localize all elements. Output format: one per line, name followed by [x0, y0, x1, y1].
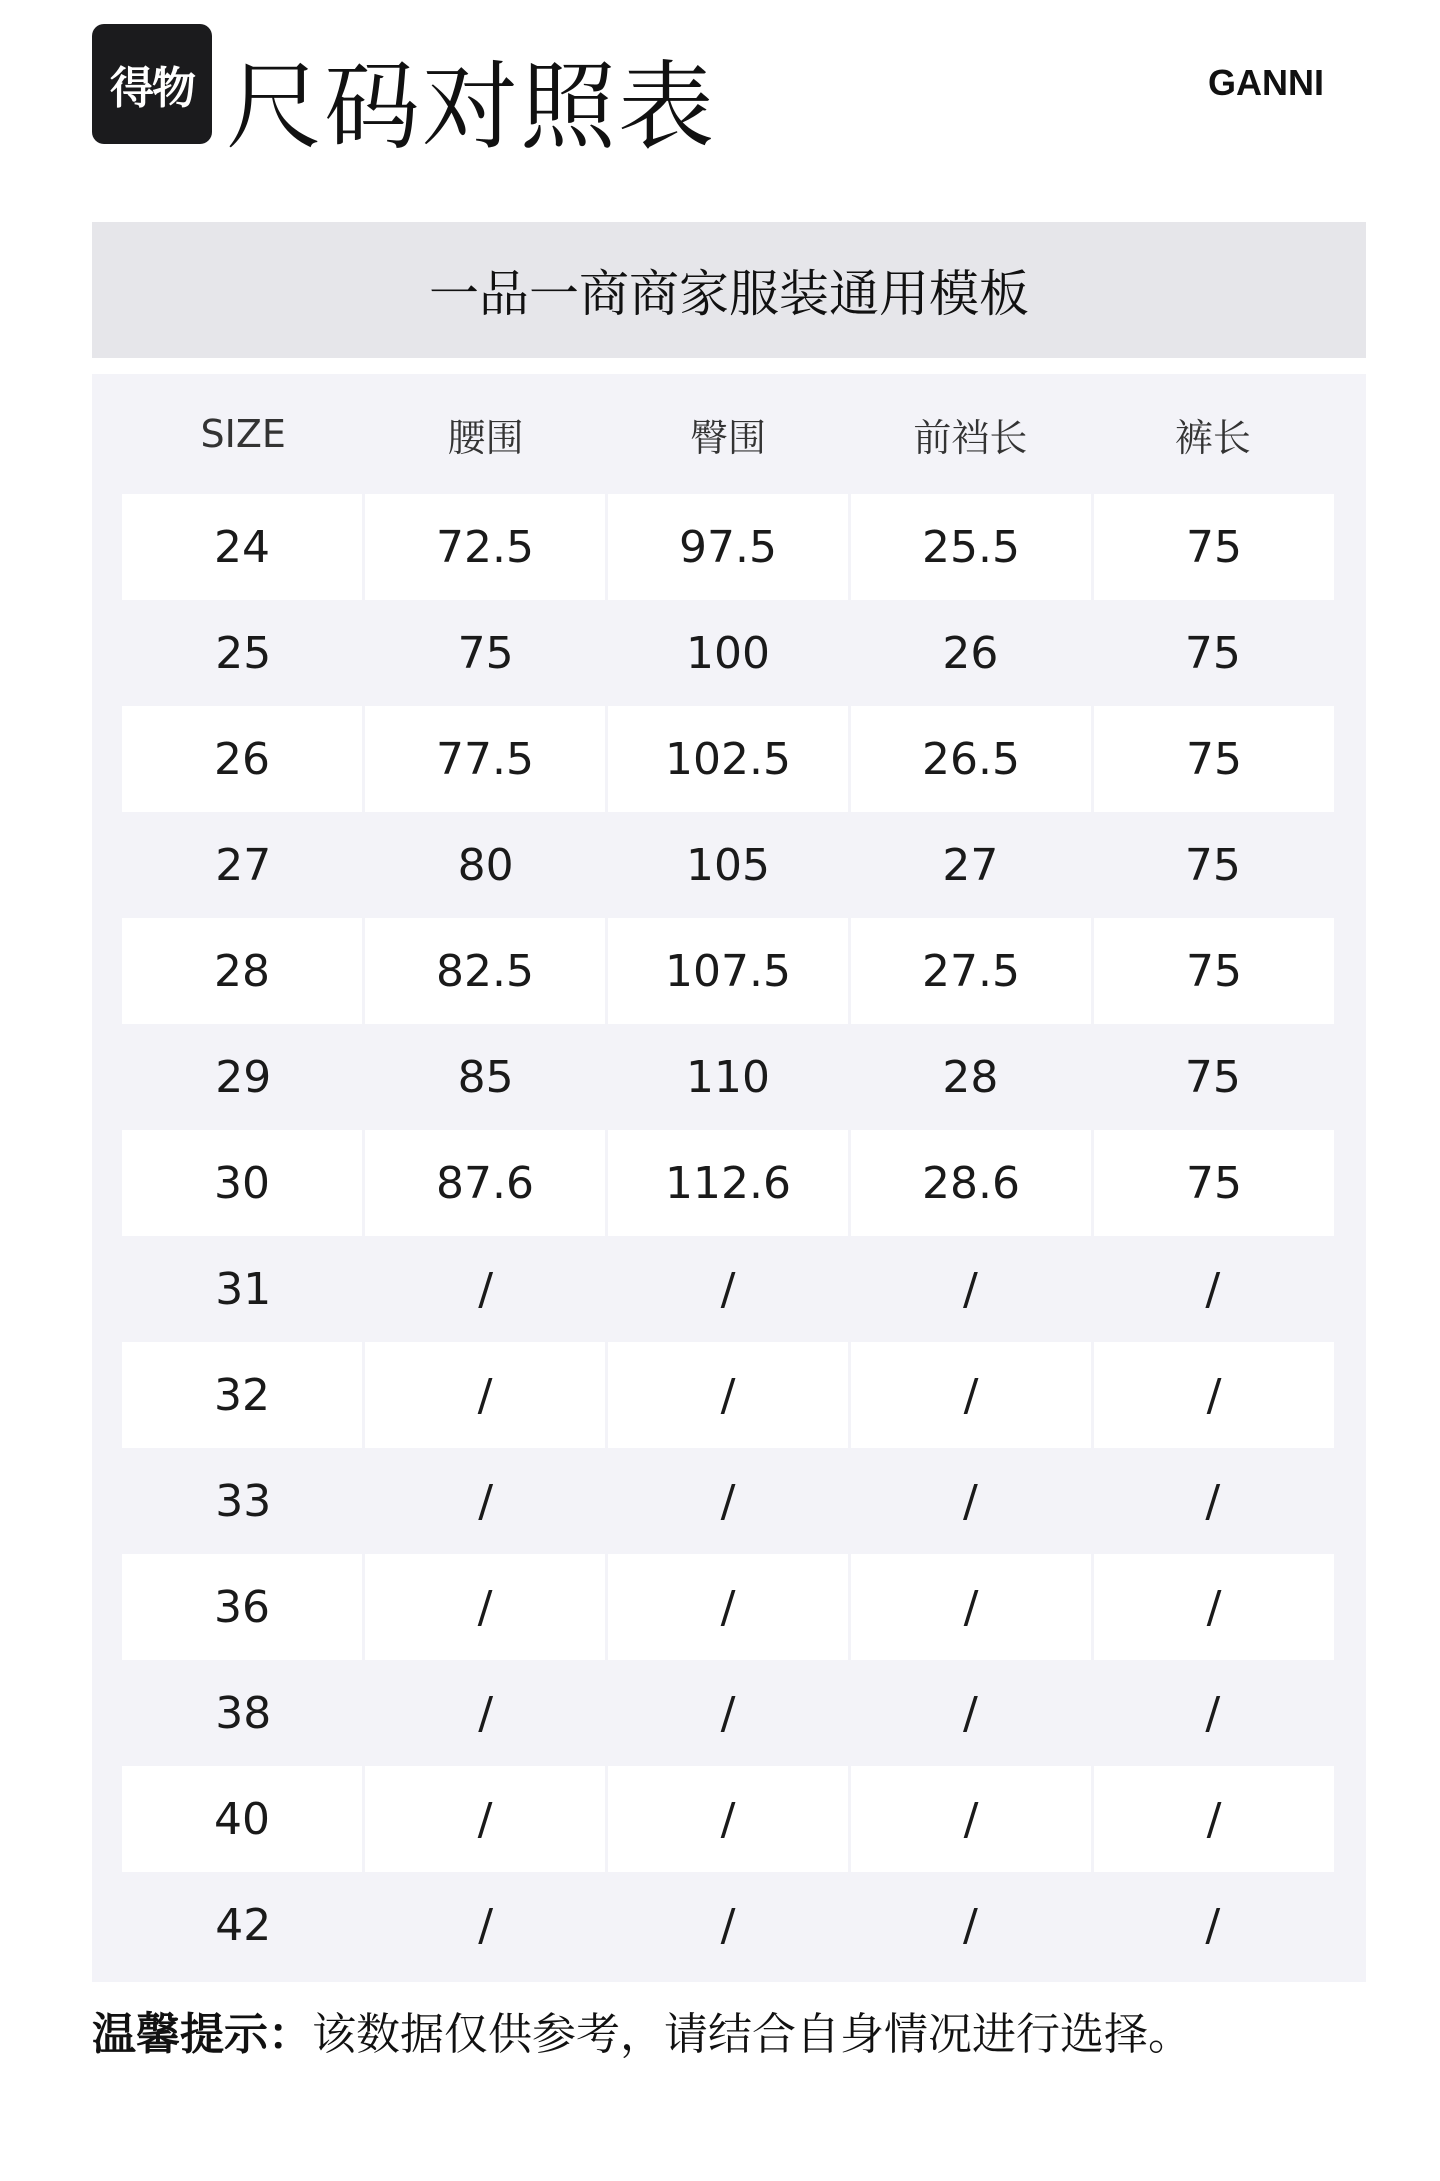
table-cell: 28 — [942, 1051, 999, 1103]
table-cell: / — [365, 1554, 608, 1660]
table-cell: 75 — [1094, 1130, 1334, 1236]
table-cell: / — [608, 1554, 851, 1660]
table-cell: 105 — [686, 839, 770, 891]
table-cell: / — [720, 1899, 736, 1951]
table-cell: / — [851, 1554, 1094, 1660]
table-cell: 26 — [942, 627, 999, 679]
table-cell: 27 — [942, 839, 999, 891]
brand-name: GANNI — [1208, 62, 1324, 103]
table-row — [122, 1236, 1334, 1342]
table-row — [122, 812, 1334, 918]
table-cell: 25.5 — [851, 494, 1094, 600]
table-row — [122, 1554, 1334, 1660]
table-cell: 29 — [215, 1051, 272, 1103]
table-cell: 38 — [215, 1687, 272, 1739]
table-cell: 75 — [1094, 706, 1334, 812]
table-cell: 75 — [457, 627, 514, 679]
table-row — [122, 1872, 1334, 1978]
tip-label: 温馨提示： — [92, 2009, 312, 2060]
table-row — [122, 1766, 1334, 1872]
table-cell: / — [1094, 1766, 1334, 1872]
table-row — [122, 1342, 1334, 1448]
table-cell: / — [608, 1342, 851, 1448]
table-cell: 24 — [122, 494, 365, 600]
table-cell: / — [478, 1475, 494, 1527]
column-header: 臀围 — [690, 415, 767, 460]
logo-text: 得物 — [110, 63, 194, 114]
table-row — [122, 1660, 1334, 1766]
table-row — [122, 1024, 1334, 1130]
table-cell: / — [963, 1263, 978, 1315]
column-header: 前裆长 — [913, 415, 1028, 460]
page-title: 尺码对照表 — [226, 51, 716, 163]
table-cell: 30 — [122, 1130, 365, 1236]
table-cell: / — [1094, 1342, 1334, 1448]
table-cell: / — [963, 1899, 978, 1951]
table-cell: 75 — [1184, 839, 1241, 891]
table-cell: 80 — [457, 839, 514, 891]
table-cell: / — [720, 1475, 736, 1527]
table-cell: 112.6 — [608, 1130, 851, 1236]
table-cell: 40 — [122, 1766, 365, 1872]
table-cell: 28 — [122, 918, 365, 1024]
table-cell: 77.5 — [365, 706, 608, 812]
subtitle-text: 一品一商商家服装通用模板 — [429, 265, 1029, 323]
table-header — [122, 374, 1334, 494]
table-cell: 100 — [686, 627, 770, 679]
table-cell: 27 — [215, 839, 272, 891]
table-cell: / — [608, 1766, 851, 1872]
table-cell: / — [478, 1899, 494, 1951]
table-cell: 75 — [1184, 1051, 1241, 1103]
size-table — [92, 374, 1366, 1982]
column-header: 裤长 — [1174, 415, 1251, 460]
table-cell: / — [851, 1342, 1094, 1448]
table-cell: 102.5 — [608, 706, 851, 812]
table-cell: 32 — [122, 1342, 365, 1448]
table-cell: 27.5 — [851, 918, 1094, 1024]
table-row — [122, 1130, 1334, 1236]
table-cell: 107.5 — [608, 918, 851, 1024]
table-cell: 72.5 — [365, 494, 608, 600]
table-cell: 31 — [215, 1263, 272, 1315]
table-cell: 42 — [215, 1899, 272, 1951]
table-cell: 26.5 — [851, 706, 1094, 812]
table-cell: / — [963, 1475, 978, 1527]
table-row — [122, 1448, 1334, 1554]
template-subtitle — [92, 222, 1366, 358]
table-cell: / — [1205, 1475, 1221, 1527]
tip-text: 该数据仅供参考，请结合自身情况进行选择。 — [312, 2009, 1192, 2060]
tip-note — [92, 2000, 1192, 2070]
table-cell: / — [365, 1766, 608, 1872]
table-cell: 75 — [1094, 918, 1334, 1024]
table-cell: 36 — [122, 1554, 365, 1660]
table-row — [122, 918, 1334, 1024]
table-cell: 33 — [215, 1475, 272, 1527]
table-row — [122, 600, 1334, 706]
table-cell: / — [365, 1342, 608, 1448]
table-cell: 82.5 — [365, 918, 608, 1024]
table-cell: 75 — [1184, 627, 1241, 679]
table-cell: 75 — [1094, 494, 1334, 600]
table-cell: / — [1205, 1899, 1221, 1951]
column-header: 腰围 — [447, 415, 524, 460]
table-cell: 110 — [686, 1051, 770, 1103]
table-cell: / — [1205, 1263, 1221, 1315]
table-row — [122, 706, 1334, 812]
table-cell: / — [851, 1766, 1094, 1872]
table-cell: / — [478, 1687, 494, 1739]
table-cell: / — [720, 1263, 736, 1315]
table-cell: 25 — [215, 627, 272, 679]
table-cell: 85 — [457, 1051, 514, 1103]
table-cell: / — [963, 1687, 978, 1739]
dewu-logo — [92, 24, 212, 144]
table-cell: / — [720, 1687, 736, 1739]
table-cell: / — [1094, 1554, 1334, 1660]
column-header: SIZE — [200, 412, 286, 456]
table-cell: 87.6 — [365, 1130, 608, 1236]
table-row — [122, 494, 1334, 600]
table-cell: / — [1205, 1687, 1221, 1739]
table-cell: 26 — [122, 706, 365, 812]
table-cell: 97.5 — [608, 494, 851, 600]
table-body — [122, 494, 1334, 1978]
table-cell: / — [478, 1263, 494, 1315]
table-cell: 28.6 — [851, 1130, 1094, 1236]
